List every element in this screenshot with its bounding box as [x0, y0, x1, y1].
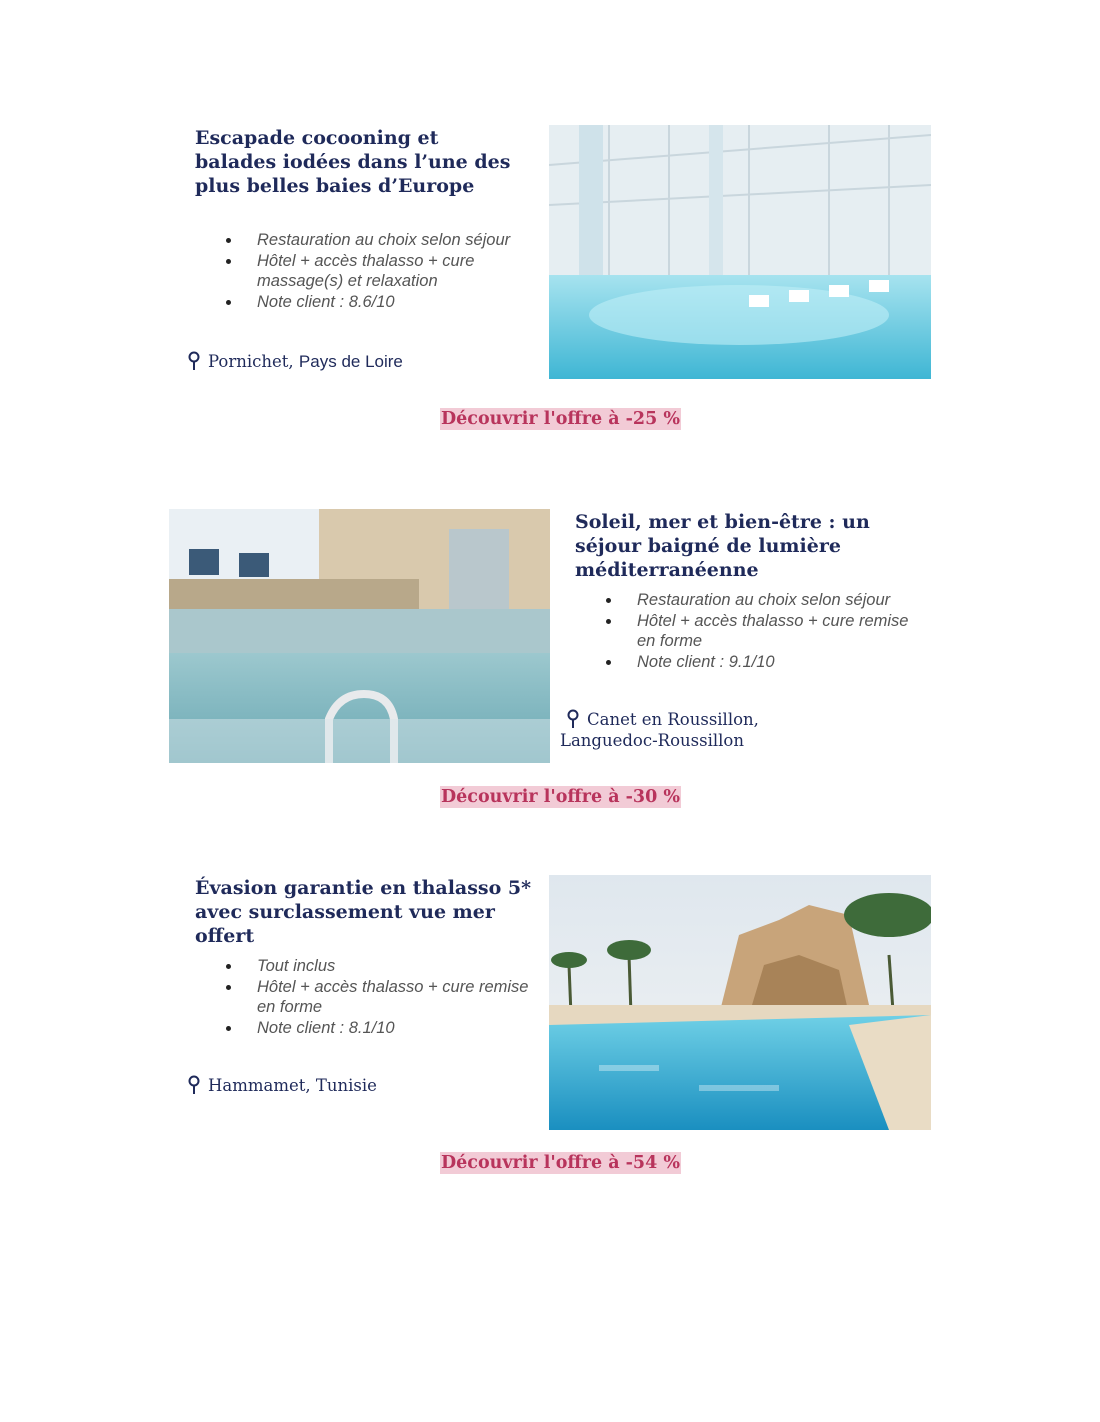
feature-item: Note client : 8.1/10 — [226, 1018, 546, 1039]
map-pin-icon — [186, 351, 202, 371]
discover-offer-link[interactable]: Découvrir l'offre à -54 % — [441, 1153, 680, 1173]
location-text: Hammamet, Tunisie — [208, 1076, 377, 1095]
location-city: Pornichet — [208, 352, 289, 371]
map-pin-icon — [186, 1075, 202, 1095]
offer-features — [226, 230, 546, 312]
outdoor-pool-with-rock-waterfall-photo — [549, 875, 931, 1130]
feature-item: Note client : 8.6/10 — [226, 292, 546, 313]
feature-item: Restauration au choix selon séjour — [606, 590, 926, 611]
location-region: Pays de Loire — [298, 352, 403, 371]
offer-title: Évasion garantie en thalasso 5* avec surclassement vue mer offert — [195, 877, 532, 947]
feature-item: Restauration au choix selon séjour — [226, 230, 546, 251]
feature-item: Note client : 9.1/10 — [606, 652, 926, 673]
feature-item: Hôtel + accès thalasso + cure massage(s) et relaxation — [226, 251, 546, 292]
indoor-thalasso-pool-photo — [549, 125, 931, 379]
discover-offer-link[interactable]: Découvrir l'offre à -25 % — [441, 409, 680, 429]
discover-offer-link[interactable]: Découvrir l'offre à -30 % — [441, 787, 680, 807]
offer-location — [186, 1075, 377, 1096]
offer-location: Pornichet, Pays de Loire — [186, 351, 403, 372]
feature-item: Tout inclus — [226, 956, 546, 977]
feature-item: Hôtel + accès thalasso + cure remise en forme — [606, 611, 926, 652]
location-text: Canet en Roussillon, Languedoc-Roussillon — [560, 710, 759, 750]
feature-item: Hôtel + accès thalasso + cure remise en forme — [226, 977, 546, 1018]
offer-features — [226, 956, 546, 1038]
offer-title: Escapade cocooning et balades iodées dans l’une des plus belles baies d’Europe — [195, 127, 511, 197]
spa-pool-with-footbridge-photo — [169, 509, 550, 763]
offer-title: Soleil, mer et bien-être : un séjour baigné de lumière méditerranéenne — [575, 511, 870, 581]
offer-location — [560, 709, 860, 751]
offer-features — [606, 590, 926, 672]
map-pin-icon — [565, 709, 581, 729]
